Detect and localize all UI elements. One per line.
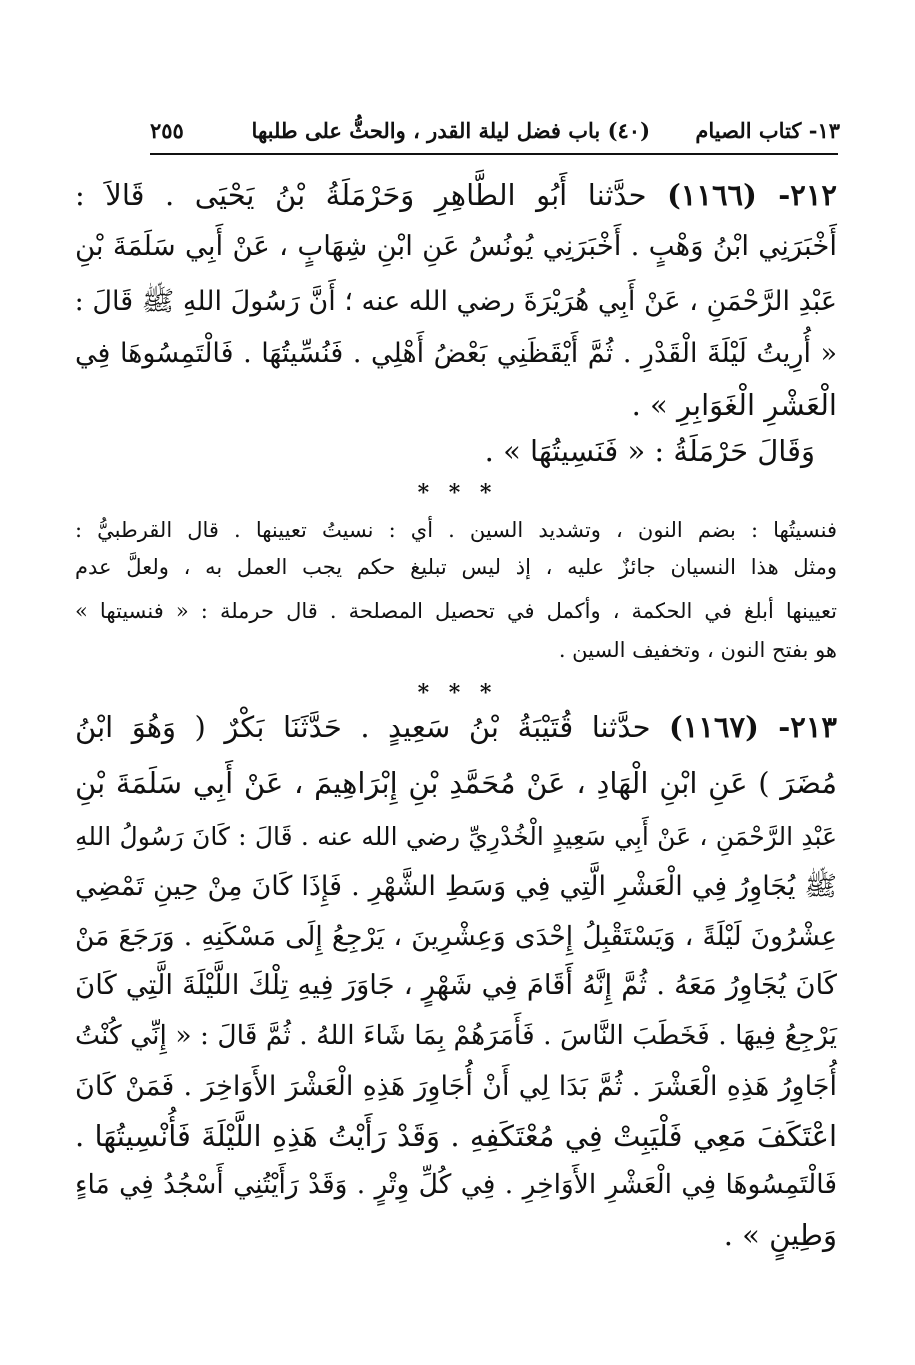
hadith-213-line: اعْتَكَفَ مَعِي فَلْيَبِتْ فِي مُعْتَكَفِهِ . وَقَدْ رَأَيْتُ هَذِهِ اللَّيْلَةَ فَأُنْسِيتُهَا . [75,1119,837,1153]
book-title: ١٣- كتاب الصيام [695,118,840,143]
hadith-213-line: وَطِينٍ » . [723,1218,837,1252]
hadith-213-number: ٢١٣- (١١٦٧) [669,710,837,744]
hadith-212-text: حدَّثنا أَبُو الطَّاهِرِ وَحَرْمَلَةُ بْنُ يَحْيَى . قَالاَ : [75,178,647,212]
chapter-title: (٤٠) باب فضل ليلة القدر ، والحثُّ على طلبها [251,118,650,143]
hadith-213-line: عَبْدِ الرَّحْمَنِ ، عَنْ أَبِي سَعِيدٍ الْخُدْرِيِّ رضي الله عنه . قَالَ : كَانَ رَسُولُ اللهِ [75,822,837,851]
hadith-212-number: ٢١٢- (١١٦٦) [667,178,837,212]
hadith-212-line: عَبْدِ الرَّحْمَنِ ، عَنْ أَبِي هُرَيْرَةَ رضي الله عنه ؛ أَنَّ رَسُولَ اللهِ ﷺ قَالَ : [74,286,837,317]
hadith-213-line [75,708,837,746]
section-separator: * * * [417,480,498,506]
hadith-213-text: حدَّثنا قُتَيْبَةُ بْنُ سَعِيدٍ . حَدَّثَنَا بَكْرٌ ( وَهُوَ ابْنُ [75,710,651,744]
hadith-213-line: كَانَ يُجَاوِرُ مَعَهُ . ثُمَّ إِنَّهُ أَقَامَ فِي شَهْرٍ ، جَاوَرَ فِيهِ تِلْكَ اللَّيْلَةَ الَّتِي كَانَ [75,969,837,1001]
running-header [150,112,840,152]
header-rule [150,153,838,155]
page-number: ٢٥٥ [150,118,184,143]
hadith-213-line: يَرْجِعُ فِيهَا . فَخَطَبَ النَّاسَ . فَأَمَرَهُمْ بِمَا شَاءَ اللهُ . ثُمَّ قَالَ : « إِنِّي كُنْتُ [75,1020,837,1051]
commentary-line: فنسيتُها : بضم النون ، وتشديد السين . أي : نسيتُ تعيينها . قال القرطبيُّ : [75,518,837,542]
hadith-212-line: « أُرِيتُ لَيْلَةَ الْقَدْرِ . ثُمَّ أَيْقَظَنِي بَعْضُ أَهْلِي . فَنُسِّيتُهَا . فَالْتَمِسُوهَا فِي [75,338,837,369]
hadith-212-line: وَقَالَ حَرْمَلَةُ : « فَنَسِيتُهَا » . [484,434,815,468]
hadith-213-line: مُضَرَ ) عَنِ ابْنِ الْهَادِ ، عَنْ مُحَمَّدِ بْنِ إِبْرَاهِيمَ ، عَنْ أَبِي سَلَمَةَ بْنِ [75,766,837,800]
commentary-line: تعيينها أبلغ في الحكمة ، وأكمل في تحصيل المصلحة . قال حرملة : « فنسيتها » [75,599,837,623]
commentary-line: هو بفتح النون ، وتخفيف السين . [558,638,837,662]
hadith-212-line: الْعَشْرِ الْغَوَابِرِ » . [631,388,837,422]
hadith-212-line [75,176,837,214]
hadith-213-line: ﷺ يُجَاوِرُ فِي الْعَشْرِ الَّتِي فِي وَسَطِ الشَّهْرِ . فَإِذَا كَانَ مِنْ حِينِ تَمْضِي [75,871,837,902]
commentary-line: ومثل هذا النسيان جائزٌ عليه ، إذ ليس تبليغ حكم يجب العمل به ، ولعلَّ عدم [75,555,838,579]
hadith-213-line: أُجَاوِرُ هَذِهِ الْعَشْرَ . ثُمَّ بَدَا لِي أَنْ أُجَاوِرَ هَذِهِ الْعَشْرَ الأَوَاخِرَ . فَمَنْ كَانَ [75,1071,837,1102]
section-separator: * * * [417,680,498,706]
hadith-213-line: فَالْتَمِسُوهَا فِي الْعَشْرِ الأَوَاخِرِ . فِي كُلِّ وِتْرٍ . وَقَدْ رَأَيْتُنِي أَسْجُدُ فِي مَاءٍ [75,1169,837,1200]
hadith-213-line: عِشْرُونَ لَيْلَةً ، وَيَسْتَقْبِلُ إِحْدَى وَعِشْرِينَ ، يَرْجِعُ إِلَى مَسْكَنِهِ . وَرَجَعَ مَنْ [75,921,837,952]
hadith-212-line: أَخْبَرَنِي ابْنُ وَهْبٍ . أَخْبَرَنِي يُونُسُ عَنِ ابْنِ شِهَابٍ ، عَنْ أَبِي سَلَمَةَ بْنِ [75,230,837,262]
